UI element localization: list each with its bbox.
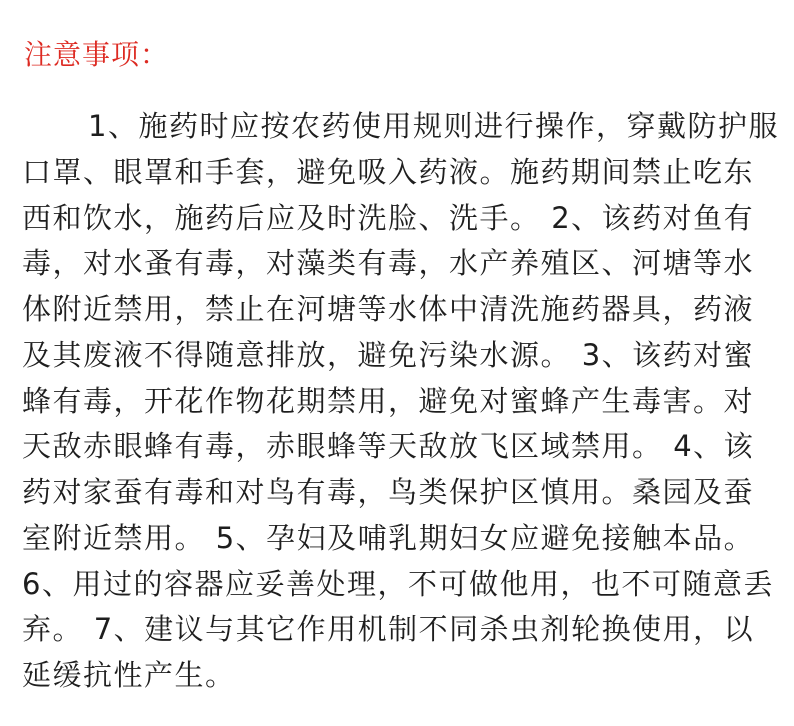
text-line: 蜂有毒，开花作物花期禁用，避免对蜜蜂产生毒害。对 xyxy=(22,383,755,418)
text-line: 弃。 7、建议与其它作用机制不同杀虫剂轮换使用，以 xyxy=(22,612,755,647)
text-line: 延缓抗性产生。 xyxy=(22,658,236,692)
text-line: 6、用过的容器应妥善处理，不可做他用，也不可随意丢 xyxy=(22,566,774,601)
text-line: 西和饮水，施药后应及时洗脸、洗手。 2、该药对鱼有 xyxy=(22,200,755,235)
page-title: 注意事项： xyxy=(24,38,170,71)
text-line: 口罩、眼罩和手套，避免吸入药液。施药期间禁止吃东 xyxy=(22,154,755,189)
text-line: 1、施药时应按农药使用规则进行操作，穿戴防护服 xyxy=(88,109,779,143)
precautions-paragraph xyxy=(22,104,782,699)
text-line: 药对家蚕有毒和对鸟有毒，鸟类保护区慎用。桑园及蚕 xyxy=(22,475,755,509)
text-line: 毒，对水蚤有毒，对藻类有毒，水产养殖区、河塘等水 xyxy=(22,246,755,281)
text-line: 天敌赤眼蜂有毒，赤眼蜂等天敌放飞区域禁用。 4、该 xyxy=(22,429,755,464)
text-line: 室附近禁用。 5、孕妇及哺乳期妇女应避免接触本品。 xyxy=(22,520,755,555)
text-line: 及其废液不得随意排放，避免污染水源。 3、该药对蜜 xyxy=(22,337,755,372)
text-line: 体附近禁用，禁止在河塘等水体中清洗施药器具，药液 xyxy=(22,292,755,326)
